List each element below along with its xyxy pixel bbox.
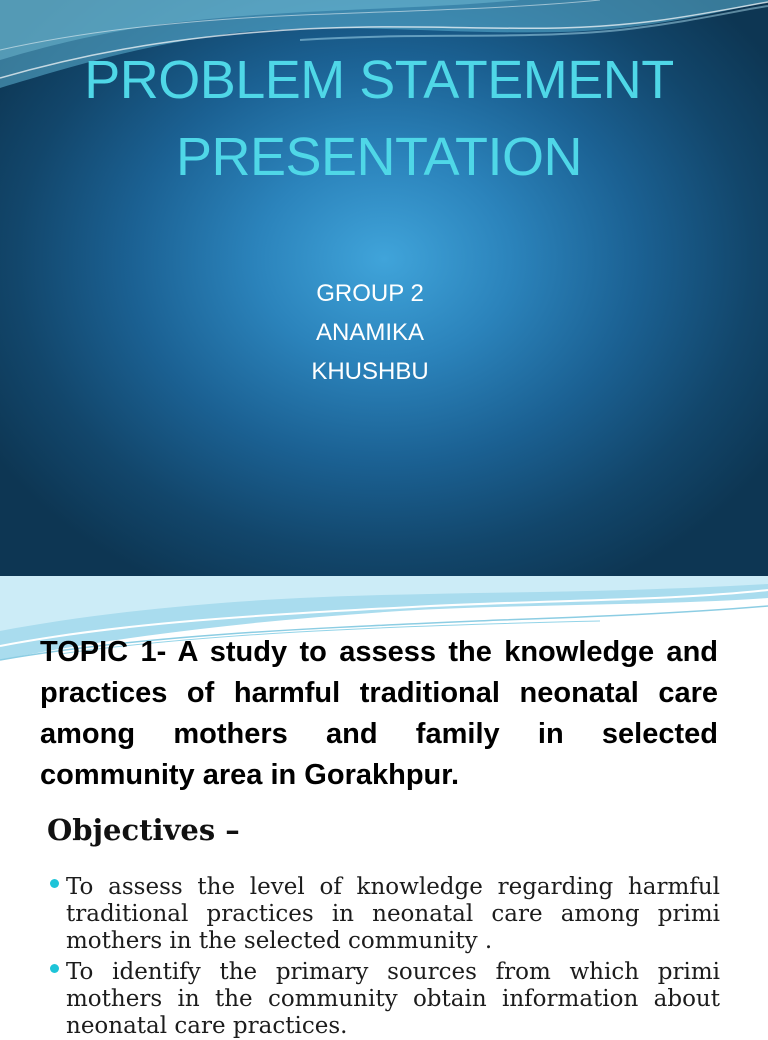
objective-bullet <box>0 959 768 1039</box>
topic-line: practices of harmful traditional neonatal care <box>40 677 718 709</box>
group-label: GROUP 2 <box>316 280 424 307</box>
bullet-line: To assess the level of knowledge regarding harmful <box>66 874 720 900</box>
bullet-text <box>66 959 720 1039</box>
topic-line: community area in Gorakhpur. <box>40 759 459 791</box>
slide-subtitle <box>270 274 470 391</box>
content-slide <box>0 576 768 1039</box>
bullet-line: neonatal care practices. <box>66 1013 348 1039</box>
bullet-line: traditional practices in neonatal care among primi <box>66 901 720 927</box>
bullet-dot-icon <box>50 879 59 888</box>
member-name: ANAMIKA <box>315 319 425 346</box>
topic-line: among mothers and family in selected <box>40 718 718 750</box>
objectives-heading: Objectives – <box>47 813 240 847</box>
slide-title: PROBLEM STATEMENT PRESENTATION <box>84 50 674 187</box>
bullet-line: mothers in the selected community . <box>66 928 493 954</box>
objective-bullet <box>0 874 768 955</box>
bullet-line: mothers in the community obtain information about <box>66 986 720 1012</box>
bullet-line: To identify the primary sources from which primi <box>66 959 720 985</box>
topic-paragraph <box>40 632 718 796</box>
bullet-text <box>66 874 720 955</box>
member-name: KHUSHBU <box>311 358 429 385</box>
bullet-dot-icon <box>50 964 59 973</box>
topic-line: TOPIC 1- A study to assess the knowledge and <box>40 636 718 668</box>
